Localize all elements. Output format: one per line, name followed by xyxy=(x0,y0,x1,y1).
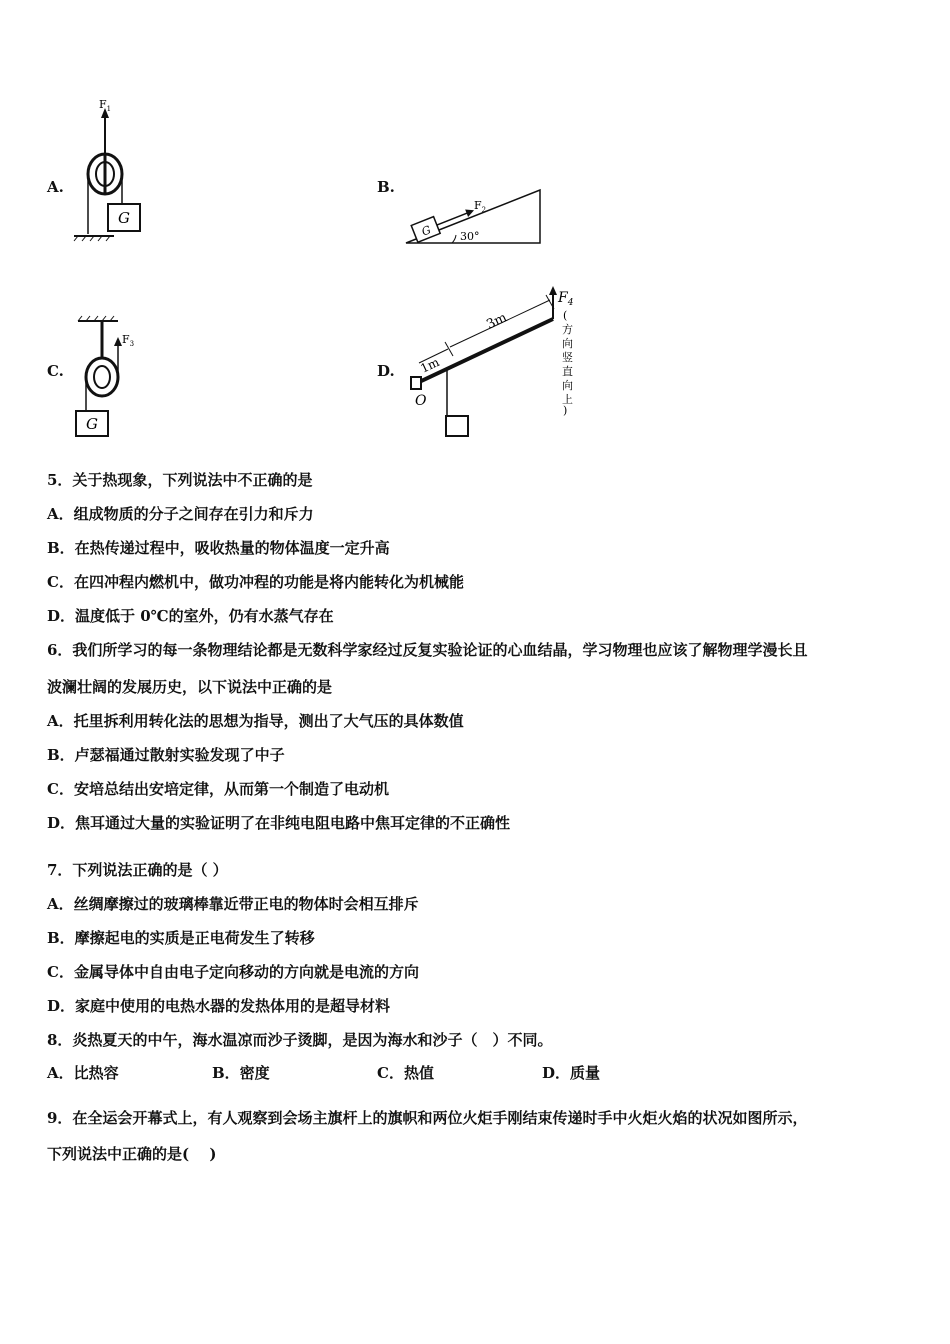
weight-label: G xyxy=(419,223,433,239)
pivot-label: O xyxy=(415,393,427,409)
pivot-support xyxy=(411,377,421,389)
figure-c-fixed-pulley xyxy=(72,315,147,443)
figure-a-movable-pulley xyxy=(72,98,152,246)
q9-stem-line2: 下列说法中正确的是( ) xyxy=(47,1145,217,1163)
svg-text:方: 方 xyxy=(562,323,573,336)
option-a-label: A. xyxy=(47,178,64,196)
pulley-wheel xyxy=(86,358,118,396)
svg-text:直: 直 xyxy=(562,365,573,378)
weight-label: G xyxy=(86,415,98,433)
q6-option-b: B．卢瑟福通过散射实验发现了中子 xyxy=(47,746,285,764)
q7-option-c: C．金属导体中自由电子定向移动的方向就是电流的方向 xyxy=(47,963,419,981)
q9-stem-line1: 9．在全运会开幕式上，有人观察到会场主旗杆上的旗帜和两位火炬手刚结束传递时手中火炬火焰的状况如图所示， xyxy=(47,1109,808,1127)
force-direction-note xyxy=(562,309,573,417)
q5-option-a: A．组成物质的分子之间存在引力和斥力 xyxy=(47,505,314,523)
q6-stem-line2: 波澜壮阔的发展历史，以下说法中正确的是 xyxy=(47,678,333,696)
q6-option-c: C．安培总结出安培定律，从而第一个制造了电动机 xyxy=(47,780,389,798)
q6-option-a: A．托里拆利用转化法的思想为指导，测出了大气压的具体数值 xyxy=(47,712,464,730)
q7-option-d: D．家庭中使用的电热水器的发热体用的是超导材料 xyxy=(47,997,391,1015)
length-label-3m: 3m xyxy=(484,310,510,333)
force-arrow-line xyxy=(437,212,470,225)
q5-stem: 5．关于热现象，下列说法中不正确的是 xyxy=(47,471,313,489)
q8-option-b: B．密度 xyxy=(212,1064,270,1082)
force-label: $F_3$ xyxy=(122,333,135,348)
option-d-label: D. xyxy=(377,362,395,380)
q7-option-a: A．丝绸摩擦过的玻璃棒靠近带正电的物体时会相互排斥 xyxy=(47,895,419,913)
weight-label: G xyxy=(118,209,130,227)
q5-option-c: C．在四冲程内燃机中，做功冲程的功能是将内能转化为机械能 xyxy=(47,573,464,591)
q8-stem: 8．炎热夏天的中午，海水温凉而沙子烫脚，是因为海水和沙子（ ）不同。 xyxy=(47,1031,553,1049)
force-label: $F_4$ xyxy=(558,290,574,308)
svg-text:上: 上 xyxy=(562,393,573,406)
force-label: $F_2$ xyxy=(474,199,487,214)
svg-text:竖: 竖 xyxy=(562,351,573,364)
pulley-groove xyxy=(94,366,110,388)
angle-label: 30° xyxy=(460,230,480,243)
option-b-label: B. xyxy=(377,178,395,196)
svg-text:向: 向 xyxy=(562,337,573,350)
q7-stem: 7．下列说法正确的是（ ） xyxy=(47,861,228,879)
q8-option-c: C．热值 xyxy=(377,1064,434,1082)
q8-option-d: D．质量 xyxy=(542,1064,601,1082)
figure-d-lever xyxy=(405,283,580,441)
length-label-1m: 1m xyxy=(418,354,442,376)
svg-text:): ) xyxy=(563,404,568,417)
force-label: $F_1$ xyxy=(98,98,112,113)
q6-option-d: D．焦耳通过大量的实验证明了在非纯电阻电路中焦耳定律的不正确性 xyxy=(47,814,511,832)
q7-option-b: B．摩擦起电的实质是正电荷发生了转移 xyxy=(47,929,315,947)
q8-option-a: A．比热容 xyxy=(47,1064,119,1082)
force-arrow-head xyxy=(114,337,122,346)
hanging-weight xyxy=(446,416,468,436)
figure-b-incline xyxy=(400,188,545,248)
option-c-label: C. xyxy=(47,362,64,380)
q5-option-b: B．在热传递过程中，吸收热量的物体温度一定升高 xyxy=(47,539,390,557)
svg-text:(: ( xyxy=(563,309,568,322)
force-arrow-head xyxy=(549,286,557,295)
q5-option-d: D．温度低于 0℃的室外，仍有水蒸气存在 xyxy=(47,607,334,625)
q6-stem-line1: 6．我们所学习的每一条物理结论都是无数科学家经过反复实验论证的心血结晶，学习物理也应该了解物理学漫长且 xyxy=(47,641,808,659)
svg-text:向: 向 xyxy=(562,379,573,392)
lever-bar xyxy=(417,319,553,383)
